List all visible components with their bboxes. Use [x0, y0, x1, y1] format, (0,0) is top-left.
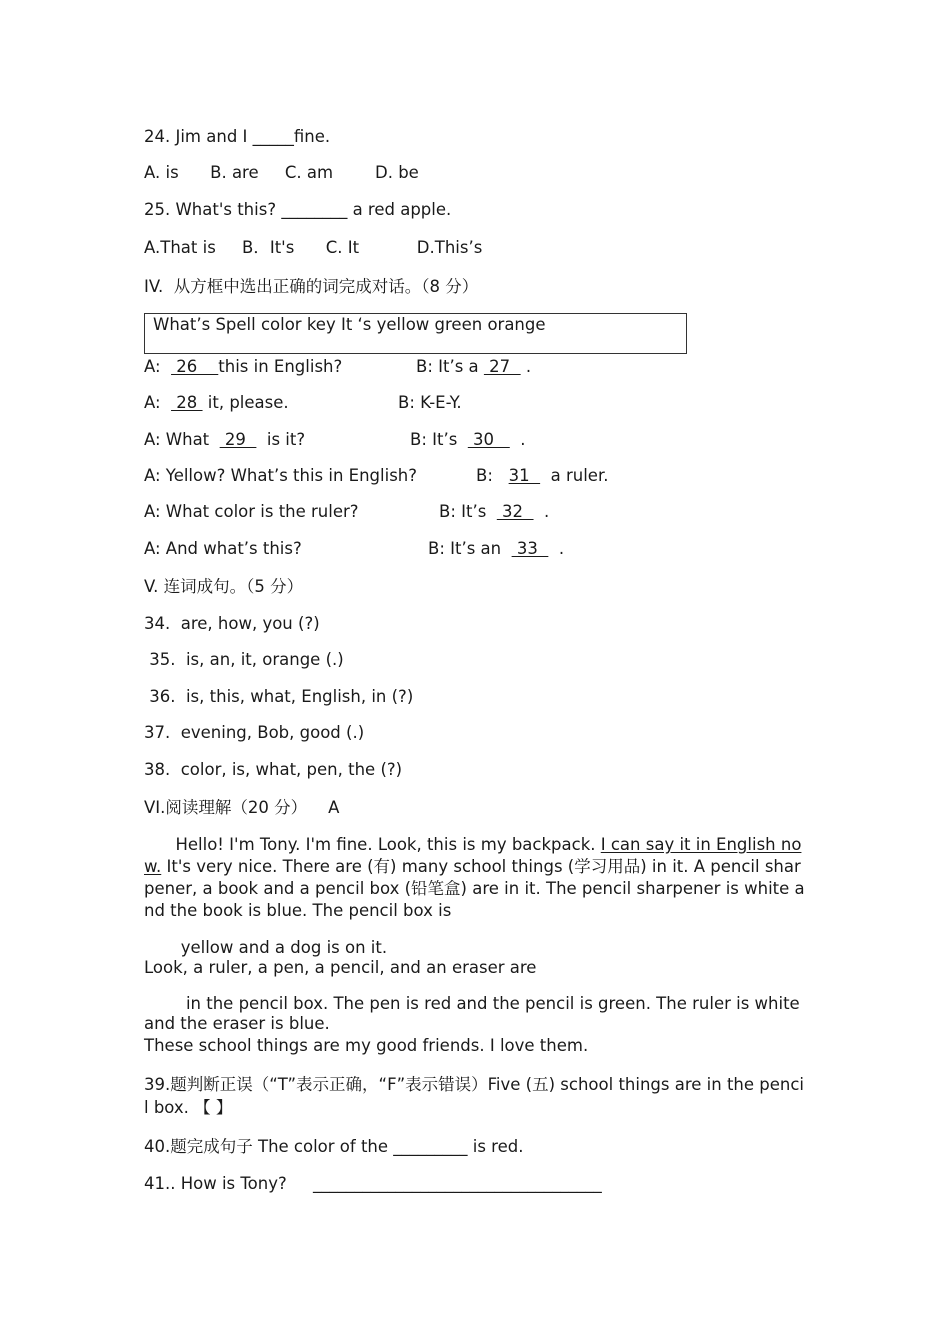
reading-line: yellow and a dog is on it.: [144, 938, 388, 957]
section-5-heading: V. 连词成句。（5 分）: [144, 577, 304, 596]
q24-options: A. is B. are C. am D. be: [144, 163, 419, 182]
list-item: 34. are, how, you (?): [144, 614, 320, 633]
q24-stem: 24. Jim and I _____fine.: [144, 127, 331, 146]
reading-line: These school things are my good friends. I love them.: [144, 1036, 589, 1055]
reading-paragraph-3: in the pencil box. The pen is red and the pencil is green. The ruler is white and the eraser is blue.: [144, 994, 805, 1033]
reading-paragraph-1: Hello! I'm Tony. I'm fine. Look, this is my backpack. I can say it in English now. It's very nice. There are (有) many school things (学习用品) in it. A pencil sharpener, a book and a pencil box (铅笔盒) are in it. The pencil sharpener is white and the book is blue. The pencil box is: [144, 835, 805, 920]
list-item: 38. color, is, what, pen, the (?): [144, 760, 403, 779]
section-4-heading: IV. 从方框中选出正确的词完成对话。（8 分）: [144, 277, 479, 296]
question-41: 41.. How is Tony? ___________________________________: [144, 1174, 602, 1193]
q25-stem: 25. What's this? ________ a red apple.: [144, 200, 452, 219]
word-box: [144, 313, 687, 354]
reading-line: Look, a ruler, a pen, a pencil, and an eraser are: [144, 958, 537, 977]
word-box-words: What’s Spell color key It ‘s yellow green orange: [153, 315, 546, 334]
list-item: 37. evening, Bob, good (.): [144, 723, 365, 742]
q25-options: A.That is B．It's C. It D.This’s: [144, 238, 483, 257]
section-6-heading: VI.阅读理解（20 分） A: [144, 798, 340, 817]
question-40: 40.题完成句子 The color of the _________ is red.: [144, 1137, 524, 1156]
list-item: 35. is, an, it, orange (.): [144, 650, 344, 669]
list-item: 36. is, this, what, English, in (?): [144, 687, 414, 706]
question-39: 39.题判断正误（“T”表示正确，“F”表示错误）Five (五) school things are in the pencil box. 【 】: [144, 1075, 804, 1117]
